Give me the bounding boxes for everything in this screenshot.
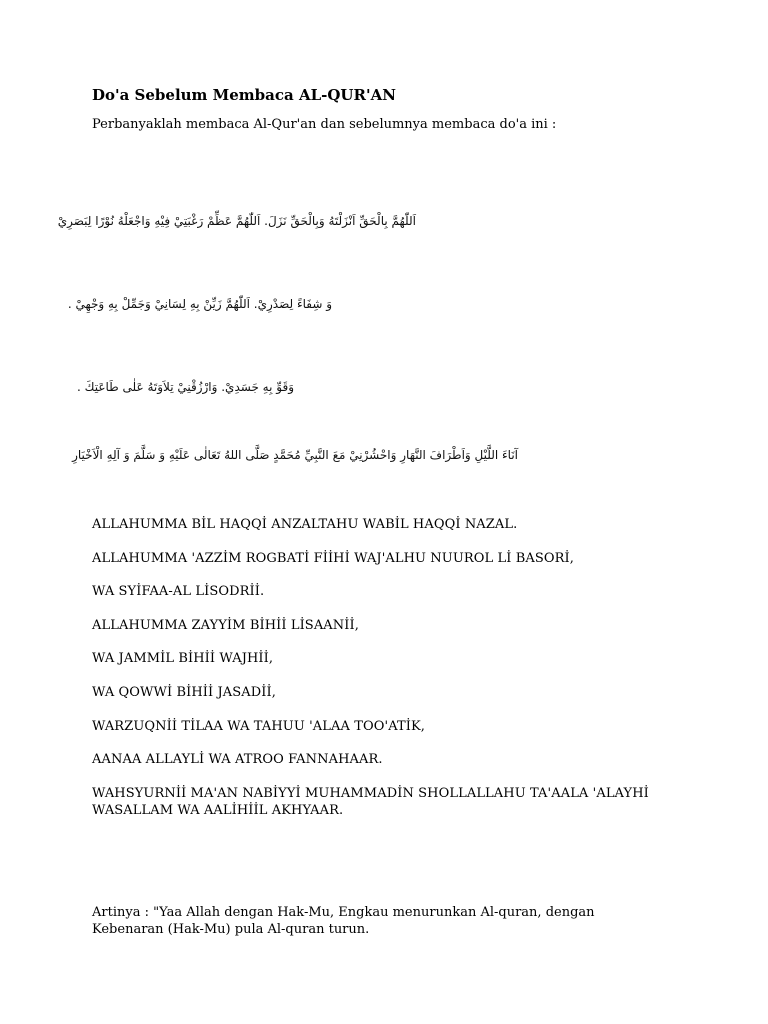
arabic-line-3: وَقَوِّ بِهِ جَسَدِيْ. وَارْزُقْنِيْ تِلاَوَتَهُ عَلٰى طَاعَتِكَ . (76, 380, 294, 394)
transliteration-line: AANAA ALLAYLİ WA ATROO FANNAHAAR. (92, 752, 383, 768)
transliteration-line: WA SYİFAA-AL LİSODRİİ. (92, 584, 265, 600)
transliteration-line: WA JAMMİL BİHİİ WAJHİİ, (92, 651, 274, 667)
transliteration-line: ALLAHUMMA 'AZZİM ROGBATİ FİİHİ WAJ'ALHU NUUROL Lİ BASORİ, (92, 550, 574, 566)
transliteration-line: WAHSYURNİİ MA'AN NABİYYİ MUHAMMADİN SHOLLALLAHU TA'AALA 'ALAYHİ WASALLAM WA AALİHİİL AKHYAAR. (92, 785, 649, 818)
transliteration-list (92, 516, 652, 835)
transliteration-line: WA QOWWİ BİHİİ JASADİİ, (92, 684, 276, 700)
transliteration-line: ALLAHUMMA BİL HAQQİ ANZALTAHU WABİL HAQQİ NAZAL. (92, 517, 518, 532)
arabic-line-4: آنَاءَ اللَّيْلِ وَاَطْرَافَ النَّهَارِ وَاحْشُرْنِيْ مَعَ النَّبِيِّ مُحَمَّدٍ صَلَّى اللهُ تَعَالٰى عَلَيْهِ وَ سَلَّمَ وَ آلِهِ الْاَخْيَارِ (72, 448, 518, 462)
intro-text: Perbanyaklah membaca Al-Qur'an dan sebelumnya membaca do'a ini : (92, 117, 557, 132)
transliteration-line: WARZUQNİİ TİLAA WA TAHUU 'ALAA TOO'ATİK, (92, 718, 426, 734)
meaning-text: Artinya : "Yaa Allah dengan Hak-Mu, Engkau menurunkan Al-quran, dengan Kebenaran (Hak-Mu) pula Al-quran turun. (92, 905, 595, 937)
arabic-line-1: اَللّٰهُمَّ بِالْحَقِّ اَنْزَلْتَهُ وَبِالْحَقِّ نَزَلَ. اَللّٰهُمَّ عَظِّمْ رَغْبَتِيْ فِيْهِ وَاجْعَلْهُ نُوْرًا لِبَصَرِيْ (57, 214, 416, 228)
arabic-line-2: وَ شِفَاءً لِصَدْرِيْ. اَللّٰهُمَّ زَيِّنْ بِهِ لِسَانِيْ وَجَمِّلْ بِهِ وَجْهِيْ . (67, 297, 332, 311)
document-title: Do'a Sebelum Membaca AL-QUR'AN (92, 86, 396, 104)
transliteration-line: ALLAHUMMA ZAYYİM BİHİİ LİSAANİİ, (92, 617, 359, 633)
